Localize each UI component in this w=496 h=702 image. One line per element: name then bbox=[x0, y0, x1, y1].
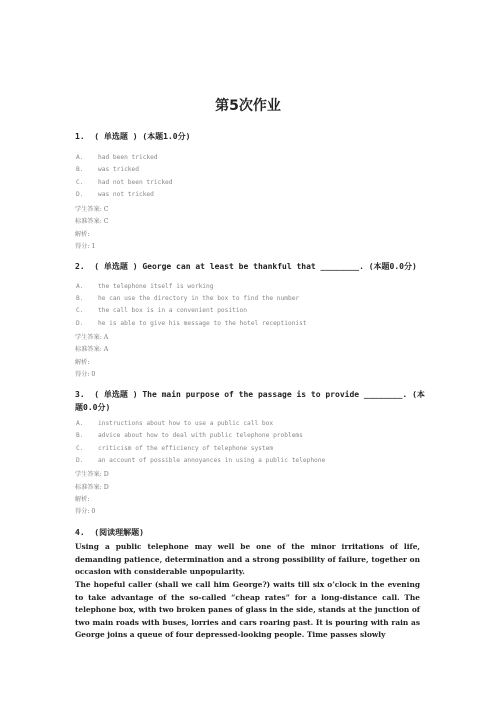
option-text: he is able to give his message to the hotel receptionist bbox=[98, 320, 307, 327]
question-1-standard-answer: 标准答案: C bbox=[75, 218, 109, 225]
question-2-standard-answer: 标准答案: A bbox=[75, 346, 109, 353]
option-text: had not been tricked bbox=[98, 179, 173, 186]
option-key: B. bbox=[76, 166, 84, 173]
question-1-student-answer: 学生答案: C bbox=[75, 206, 109, 213]
question-2-score: 得分: 0 bbox=[75, 371, 96, 378]
option-key: A. bbox=[76, 420, 84, 427]
passage-paragraph-2: The hopeful caller (shall we call him George?) waits till six o’clock in the evening to take advantage of the so-called “cheap rates” for a long-distance call. The telephone box, with two broken panes of glass in the side, stands at the junction of two main roads with buses, lorries and cars roaring past. It is pouring with rain as George joins a queue of four depressed-looking people. Time passes slowly bbox=[75, 580, 420, 640]
question-1-option-b bbox=[76, 166, 436, 173]
option-text: the telephone itself is working bbox=[98, 283, 214, 290]
question-1-option-a bbox=[76, 154, 436, 161]
option-key: B. bbox=[76, 432, 84, 439]
option-key: A. bbox=[76, 154, 84, 161]
question-3-option-d bbox=[76, 457, 436, 464]
page-title: 第5次作业 bbox=[215, 98, 281, 114]
option-key: D. bbox=[76, 320, 84, 327]
question-2-analysis: 解析: bbox=[75, 359, 90, 366]
option-key: D. bbox=[76, 191, 84, 198]
option-key: B. bbox=[76, 295, 84, 302]
question-3-head: 3. ( 单选题 ) The main purpose of the passage is to provide ________. (本题0.0分) bbox=[75, 390, 425, 412]
option-text: he can use the directory in the box to find the number bbox=[98, 295, 300, 302]
question-3-option-c bbox=[76, 445, 436, 452]
question-3-score: 得分: 0 bbox=[75, 508, 96, 515]
option-text: had been tricked bbox=[98, 154, 158, 161]
question-3-option-a bbox=[76, 420, 436, 427]
question-2-head: 2. ( 单选题 ) George can at least be thankful that ________. (本题0.0分) bbox=[75, 262, 417, 271]
passage-paragraph-1: Using a public telephone may well be one of the minor irritations of life, demanding patience, determination and a strong possibility of failure, together on occasion with considerable unpopularity. bbox=[75, 542, 420, 577]
question-3-student-answer: 学生答案: D bbox=[75, 471, 109, 478]
option-text: was tricked bbox=[98, 166, 139, 173]
question-4-head: 4. (阅读理解题) bbox=[75, 528, 144, 537]
option-key: D. bbox=[76, 457, 84, 464]
question-1-head: 1. ( 单选题 ) (本题1.0分) bbox=[75, 132, 191, 141]
option-text: was not tricked bbox=[98, 191, 154, 198]
option-key: C. bbox=[76, 179, 84, 186]
question-3-standard-answer: 标准答案: D bbox=[75, 484, 109, 491]
option-key: C. bbox=[76, 307, 84, 314]
option-text: instructions about how to use a public call box bbox=[98, 420, 274, 427]
question-2-option-d bbox=[76, 320, 436, 327]
question-1-option-c bbox=[76, 179, 436, 186]
question-2-option-b bbox=[76, 295, 436, 302]
option-text: advice about how to deal with public telephone problems bbox=[98, 432, 303, 439]
question-1-option-d bbox=[76, 191, 436, 198]
question-1-score: 得分: 1 bbox=[75, 243, 96, 250]
option-text: criticism of the efficiency of telephone system bbox=[98, 445, 274, 452]
question-2-option-c bbox=[76, 307, 436, 314]
option-text: an account of possible annoyances in using a public telephone bbox=[98, 457, 326, 464]
question-1-analysis: 解析: bbox=[75, 231, 90, 238]
option-key: A. bbox=[76, 283, 84, 290]
question-2-option-a bbox=[76, 283, 436, 290]
option-key: C. bbox=[76, 445, 84, 452]
question-3-analysis: 解析: bbox=[75, 496, 90, 503]
question-3-option-b bbox=[76, 432, 436, 439]
option-text: the call box is in a convenient position bbox=[98, 307, 248, 314]
question-2-student-answer: 学生答案: A bbox=[75, 334, 109, 341]
